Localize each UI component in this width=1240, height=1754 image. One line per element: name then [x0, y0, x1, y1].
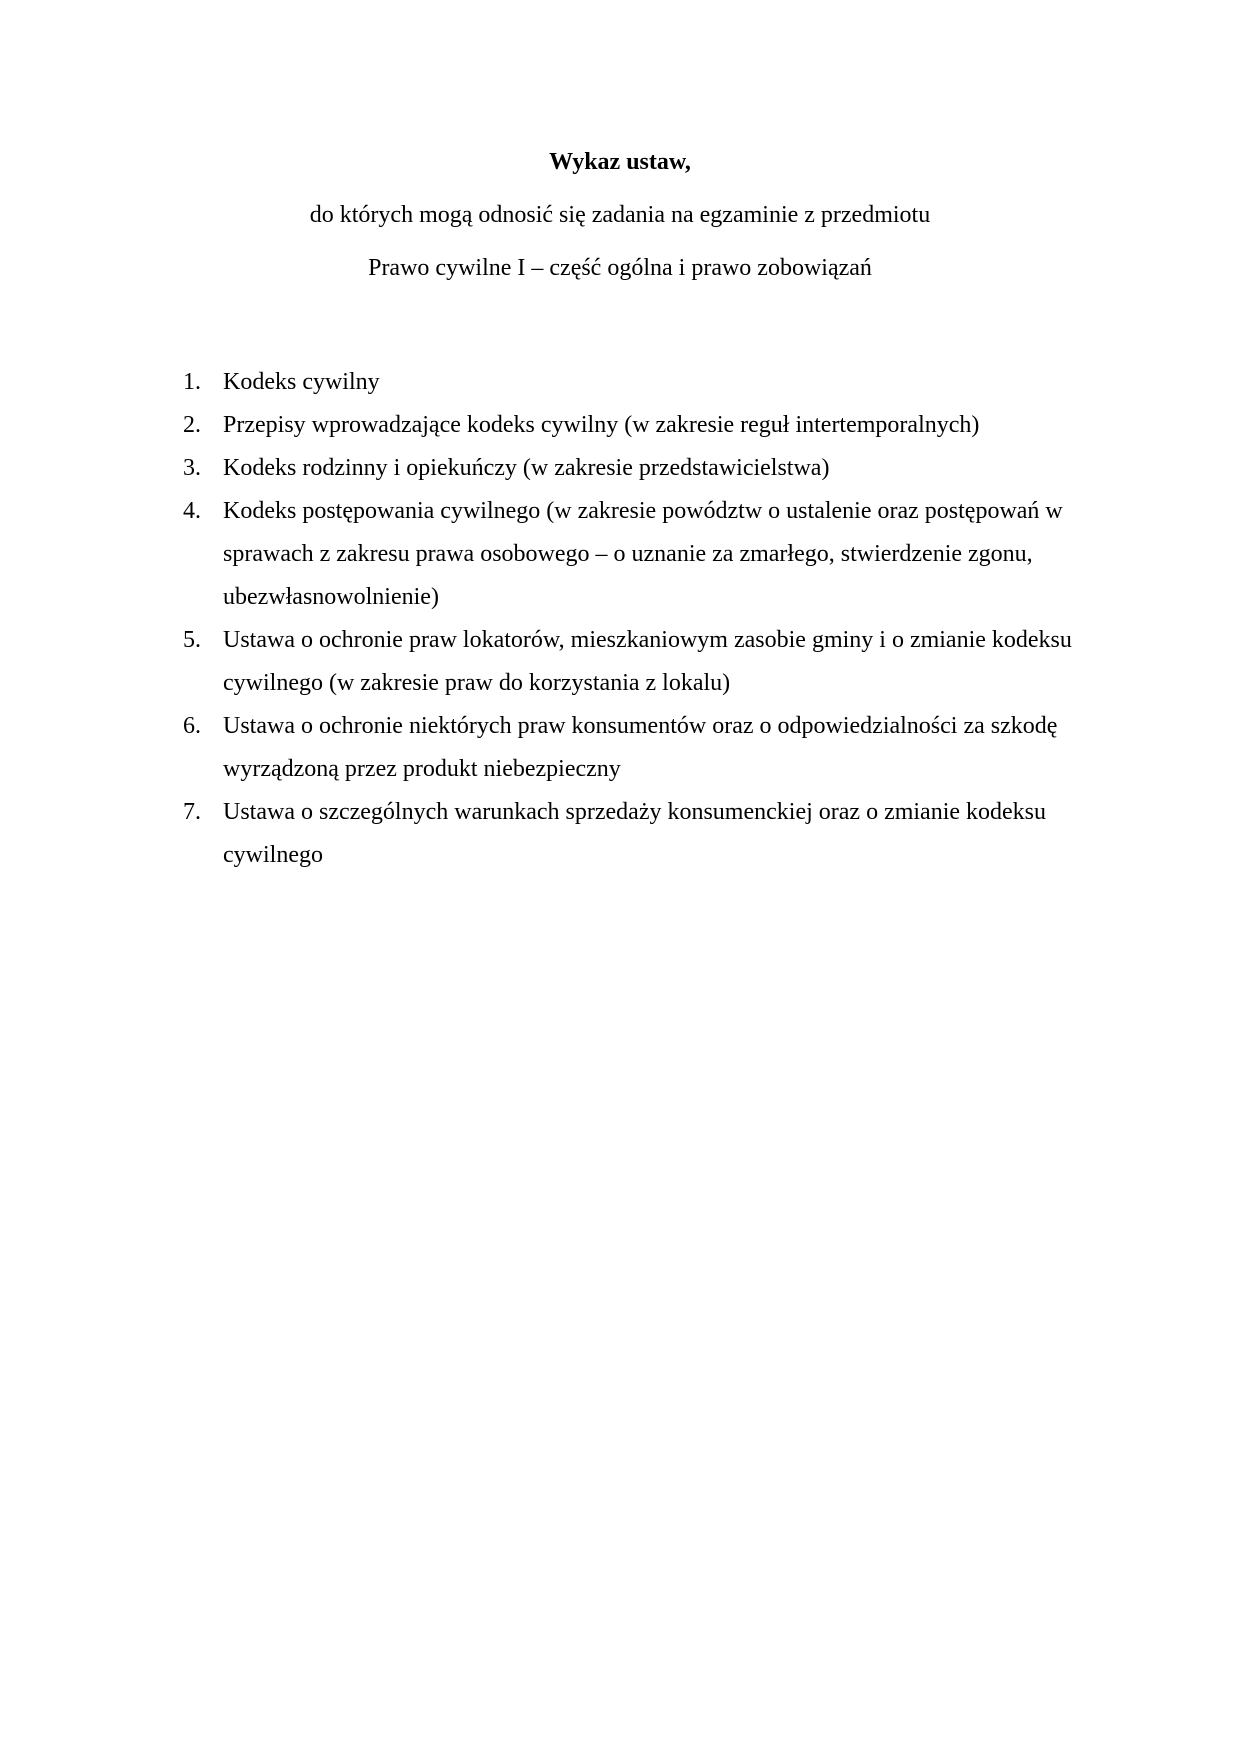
list-item-number: 2. [183, 412, 201, 438]
list-item-text: Ustawa o szczególnych warunkach sprzedaży konsumenckiej oraz o zmianie kodeksu cywilnego [223, 799, 1047, 868]
list-item-number: 4. [183, 498, 201, 524]
list-item [183, 404, 1103, 447]
list-item [183, 619, 1103, 705]
list-item-text: Kodeks cywilny [223, 369, 380, 395]
list-item [183, 447, 1103, 490]
list-item-text: Kodeks postępowania cywilnego (w zakresie powództw o ustalenie oraz postępowań w sprawach z zakresu prawa osobowego – o uznanie za zmarłego, stwierdzenie zgonu, ubezwłasnowolnienie) [223, 498, 1063, 610]
document-subtitle-line2: Prawo cywilne I – część ogólna i prawo zobowiązań [368, 255, 872, 281]
list-item-number: 7. [183, 799, 201, 825]
statute-list [183, 361, 1103, 877]
list-item [183, 361, 1103, 404]
document-title: Wykaz ustaw, [549, 149, 691, 175]
list-item-number: 5. [183, 627, 201, 653]
list-item-number: 6. [183, 713, 201, 739]
list-item-text: Ustawa o ochronie niektórych praw konsumentów oraz o odpowiedzialności za szkodę wyrządzoną przez produkt niebezpieczny [223, 713, 1058, 782]
list-item [183, 791, 1103, 877]
document-subtitle-line1: do których mogą odnosić się zadania na egzaminie z przedmiotu [309, 202, 931, 228]
list-item [183, 705, 1103, 791]
list-item-text: Ustawa o ochronie praw lokatorów, mieszkaniowym zasobie gminy i o zmianie kodeksu cywilnego (w zakresie praw do korzystania z lokalu) [223, 627, 1072, 696]
list-item-text: Kodeks rodzinny i opiekuńczy (w zakresie przedstawicielstwa) [223, 455, 830, 481]
list-item-number: 1. [183, 369, 201, 395]
list-item-number: 3. [183, 455, 201, 481]
list-item-text: Przepisy wprowadzające kodeks cywilny (w zakresie reguł intertemporalnych) [223, 412, 980, 438]
list-item [183, 490, 1103, 619]
